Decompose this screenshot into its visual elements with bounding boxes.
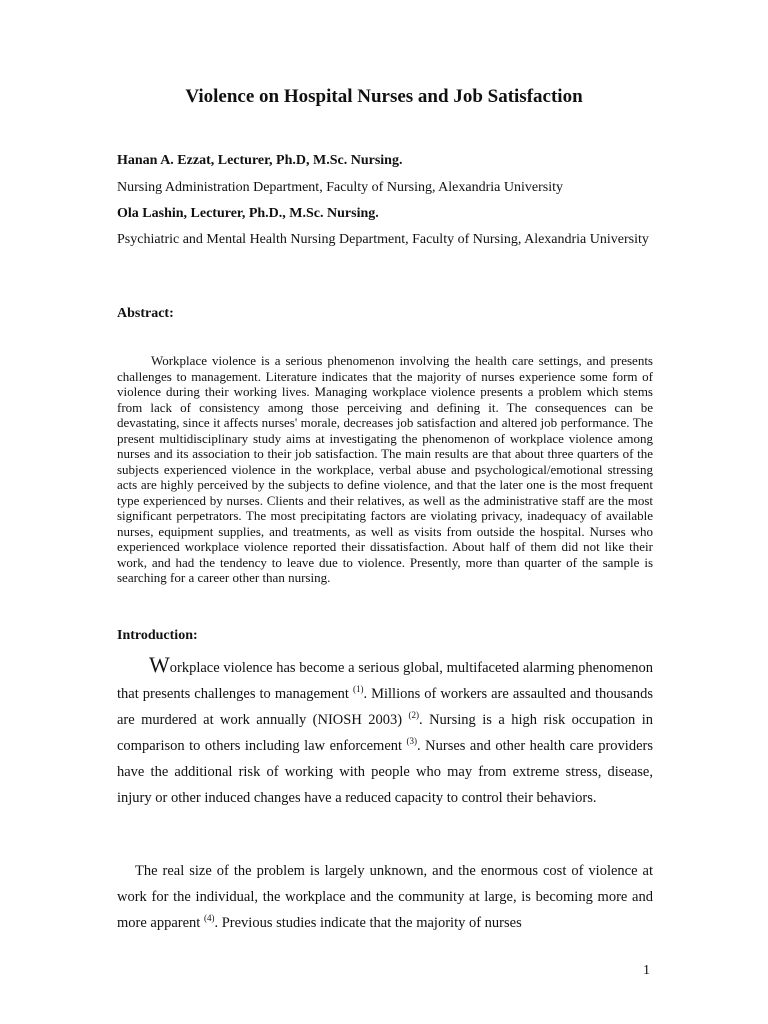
- paper-title: Violence on Hospital Nurses and Job Satisfaction: [185, 86, 583, 107]
- author-name: Hanan A. Ezzat, Lecturer, Ph.D, M.Sc. Nursing.: [117, 153, 403, 168]
- introduction-paragraph: [117, 858, 653, 936]
- author-affiliation: Nursing Administration Department, Faculty of Nursing, Alexandria University: [117, 180, 563, 195]
- page-number: 1: [643, 963, 650, 978]
- citation-ref: (2): [408, 710, 420, 720]
- author-name: Ola Lashin, Lecturer, Ph.D., M.Sc. Nursing.: [117, 206, 379, 221]
- introduction-heading: Introduction:: [117, 628, 198, 643]
- paragraph-text: . Nurses and other health care providers have the additional risk of working with people who may from extreme stress, disease, injury or other induced changes have a reduced capacity to control their behaviors.: [117, 738, 653, 806]
- citation-ref: (3): [406, 736, 418, 746]
- paragraph-text: . Previous studies indicate that the majority of nurses: [214, 915, 522, 931]
- introduction-paragraph: [117, 652, 653, 811]
- paragraph-text: . Millions of workers are assaulted and thousands are murdered at work annually (NIOSH 2003): [117, 686, 653, 728]
- paragraph-text: . Nursing is a high risk occupation in comparison to others including law enforcement: [117, 712, 653, 754]
- paragraph-text: The real size of the problem is largely unknown, and the enormous cost of violence at work for the individual, the workplace and the community at large, is becoming more and more apparent: [117, 863, 653, 931]
- drop-cap: W: [149, 652, 170, 677]
- abstract-text: Workplace violence is a serious phenomenon involving the health care settings, and presents challenges to management. Literature indicates that the majority of nurses experience some form of violence during their working lives. Managing workplace violence presents a problem which stems from lack of consistency among those perceiving and defining it. The consequences can be devastating, since it affects nurses' morale, decreases job satisfaction and altered job performance. The present multidisciplinary study aims at investigating the phenomenon of workplace violence among nurses and its association to their job satisfaction. The main results are that about three quarters of the subjects experienced violence in the workplace, verbal abuse and psychological/emotional stressing acts are highly perceived by the subjects to define violence, and that the later one is the most frequent type experienced by nurses. Clients and their relatives, as well as the administrative staff are the most significant perpetrators. The most precipitating factors are violating privacy, inadequacy of available nurses, equipment supplies, and treatments, as well as visits from outside the hospital. Nurses who experienced workplace violence reported their dissatisfaction. About half of them did not like their work, and had the tendency to leave due to violence. Presently, more than quarter of the sample is searching for a career other than nursing.: [117, 353, 653, 585]
- citation-ref: (1): [352, 684, 364, 694]
- abstract-heading: Abstract:: [117, 306, 174, 321]
- citation-ref: (4): [203, 913, 215, 923]
- paragraph-text: orkplace violence has become a serious global, multifaceted alarming phenomenon that presents challenges to management: [117, 660, 653, 702]
- author-affiliation: Psychiatric and Mental Health Nursing Department, Faculty of Nursing, Alexandria University: [117, 232, 649, 247]
